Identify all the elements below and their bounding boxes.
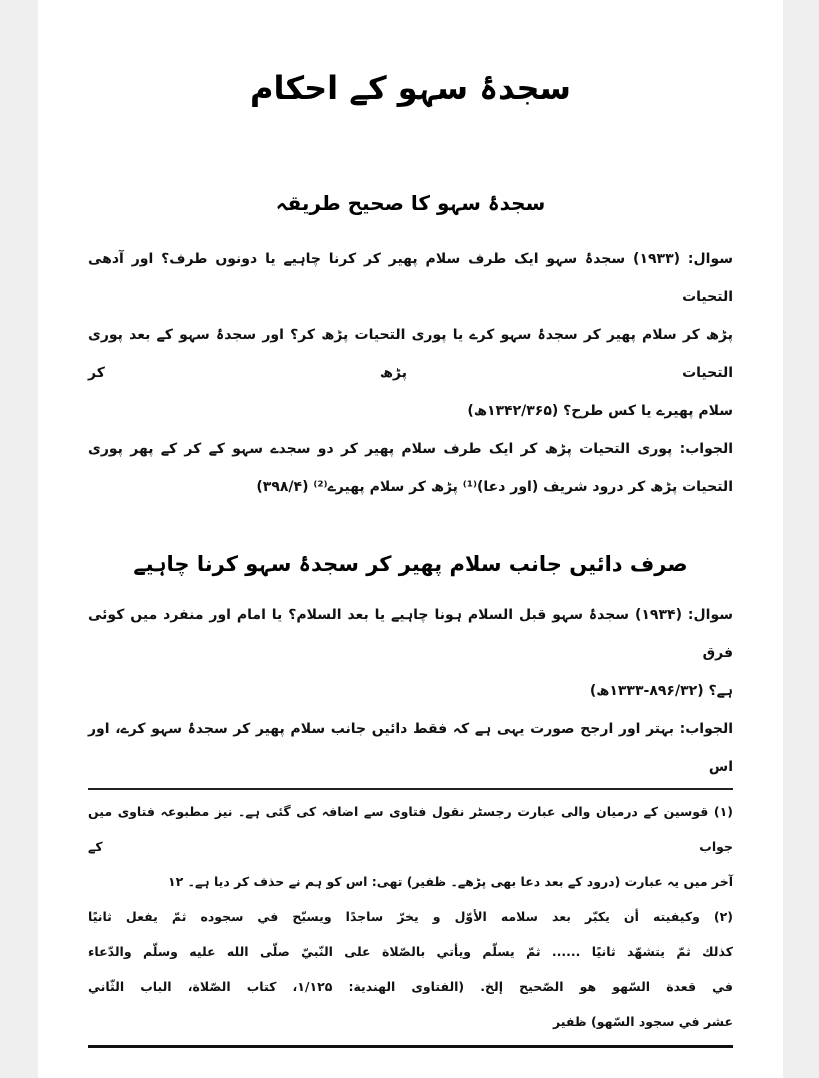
- answer-line: التحیات پڑھ کر درود شریف (اور دعا)⁽¹⁾ پڑھ کر سلام پھیرے⁽²⁾ (۳۹۸/۴): [256, 479, 733, 495]
- question-line: پڑھ کر سلام پھیر کر سجدۂ سہو کرے یا پوری التحیات پڑھ کر؟ اور سجدۂ سہو کے بعد پوری التحیات پڑھ کر: [88, 327, 733, 381]
- footnote-line: كذلك ثمّ يتشهّد ثانيًا ...... ثمّ يسلّم ويأتي بالصّلاة على النّبيّ صلّى الله عليه وسلّم والدّعاء: [88, 944, 733, 959]
- footnote-line: في قعدة السّهو هو الصّحيح إلخ. (الفتاوى الهندية: ۱/۱۲۵، كتاب الصّلاة، الباب الثّاني: [88, 979, 733, 994]
- section-heading: صرف دائیں جانب سلام پھیر کر سجدۂ سہو کرنا چاہیے: [133, 552, 688, 576]
- footnote-divider: [88, 788, 733, 790]
- question-line: سلام پھیرے یا کس طرح؟ (۱۳۴۲/۳۶۵ھ): [467, 403, 733, 419]
- answer-line: الجواب: بہتر اور ارجح صورت یہی ہے کہ فقط دائیں جانب سلام پھیر کر سجدۂ سہو کرے، اور اس: [88, 721, 733, 775]
- question-line: سوال: (۱۹۳۳) سجدۂ سہو ایک طرف سلام پھیر کر کرنا چاہیے یا دونوں طرف؟ اور آدھی التحیات: [88, 251, 733, 305]
- page-end-rule: [88, 1045, 733, 1048]
- question-line: سوال: (۱۹۳۴) سجدۂ سہو قبل السلام ہونا چاہیے یا بعد السلام؟ یا امام اور منفرد میں کوئی فرق: [88, 607, 733, 661]
- question-line: ہے؟ (۸۹۶/۳۲-۱۳۳۳ھ): [589, 683, 733, 699]
- answer-line: الجواب: پوری التحیات پڑھ کر ایک طرف سلام پھیر کر دو سجدے سہو کے کر کے پھر پوری: [88, 441, 733, 457]
- footnote-line: عشر في سجود السّهو) ظفير: [553, 1014, 733, 1029]
- section-heading: سجدۂ سہو کا صحیح طریقہ: [275, 191, 546, 215]
- page-title: سجدۂ سہو کے احکام: [250, 69, 571, 107]
- footnote-line: آخر میں یہ عبارت (درود کے بعد دعا بھی پڑھے۔ ظفیر) تھی: اس کو ہم نے حذف کر دیا ہے۔ ۱۲: [168, 874, 733, 889]
- footnote-line: (۱) قوسین کے درمیان والی عبارت رجسٹر نقول فتاوی سے اضافہ کی گئی ہے۔ نیز مطبوعہ فتاوی میں جواب کے: [88, 804, 733, 854]
- footnote-line: (۲) وكيفيته أن يكبّر بعد سلامه الأوّل و يخرّ ساجدًا ويسبّح في سجوده ثمّ يفعل ثانيًا: [88, 909, 733, 924]
- document-page: [38, 0, 783, 1078]
